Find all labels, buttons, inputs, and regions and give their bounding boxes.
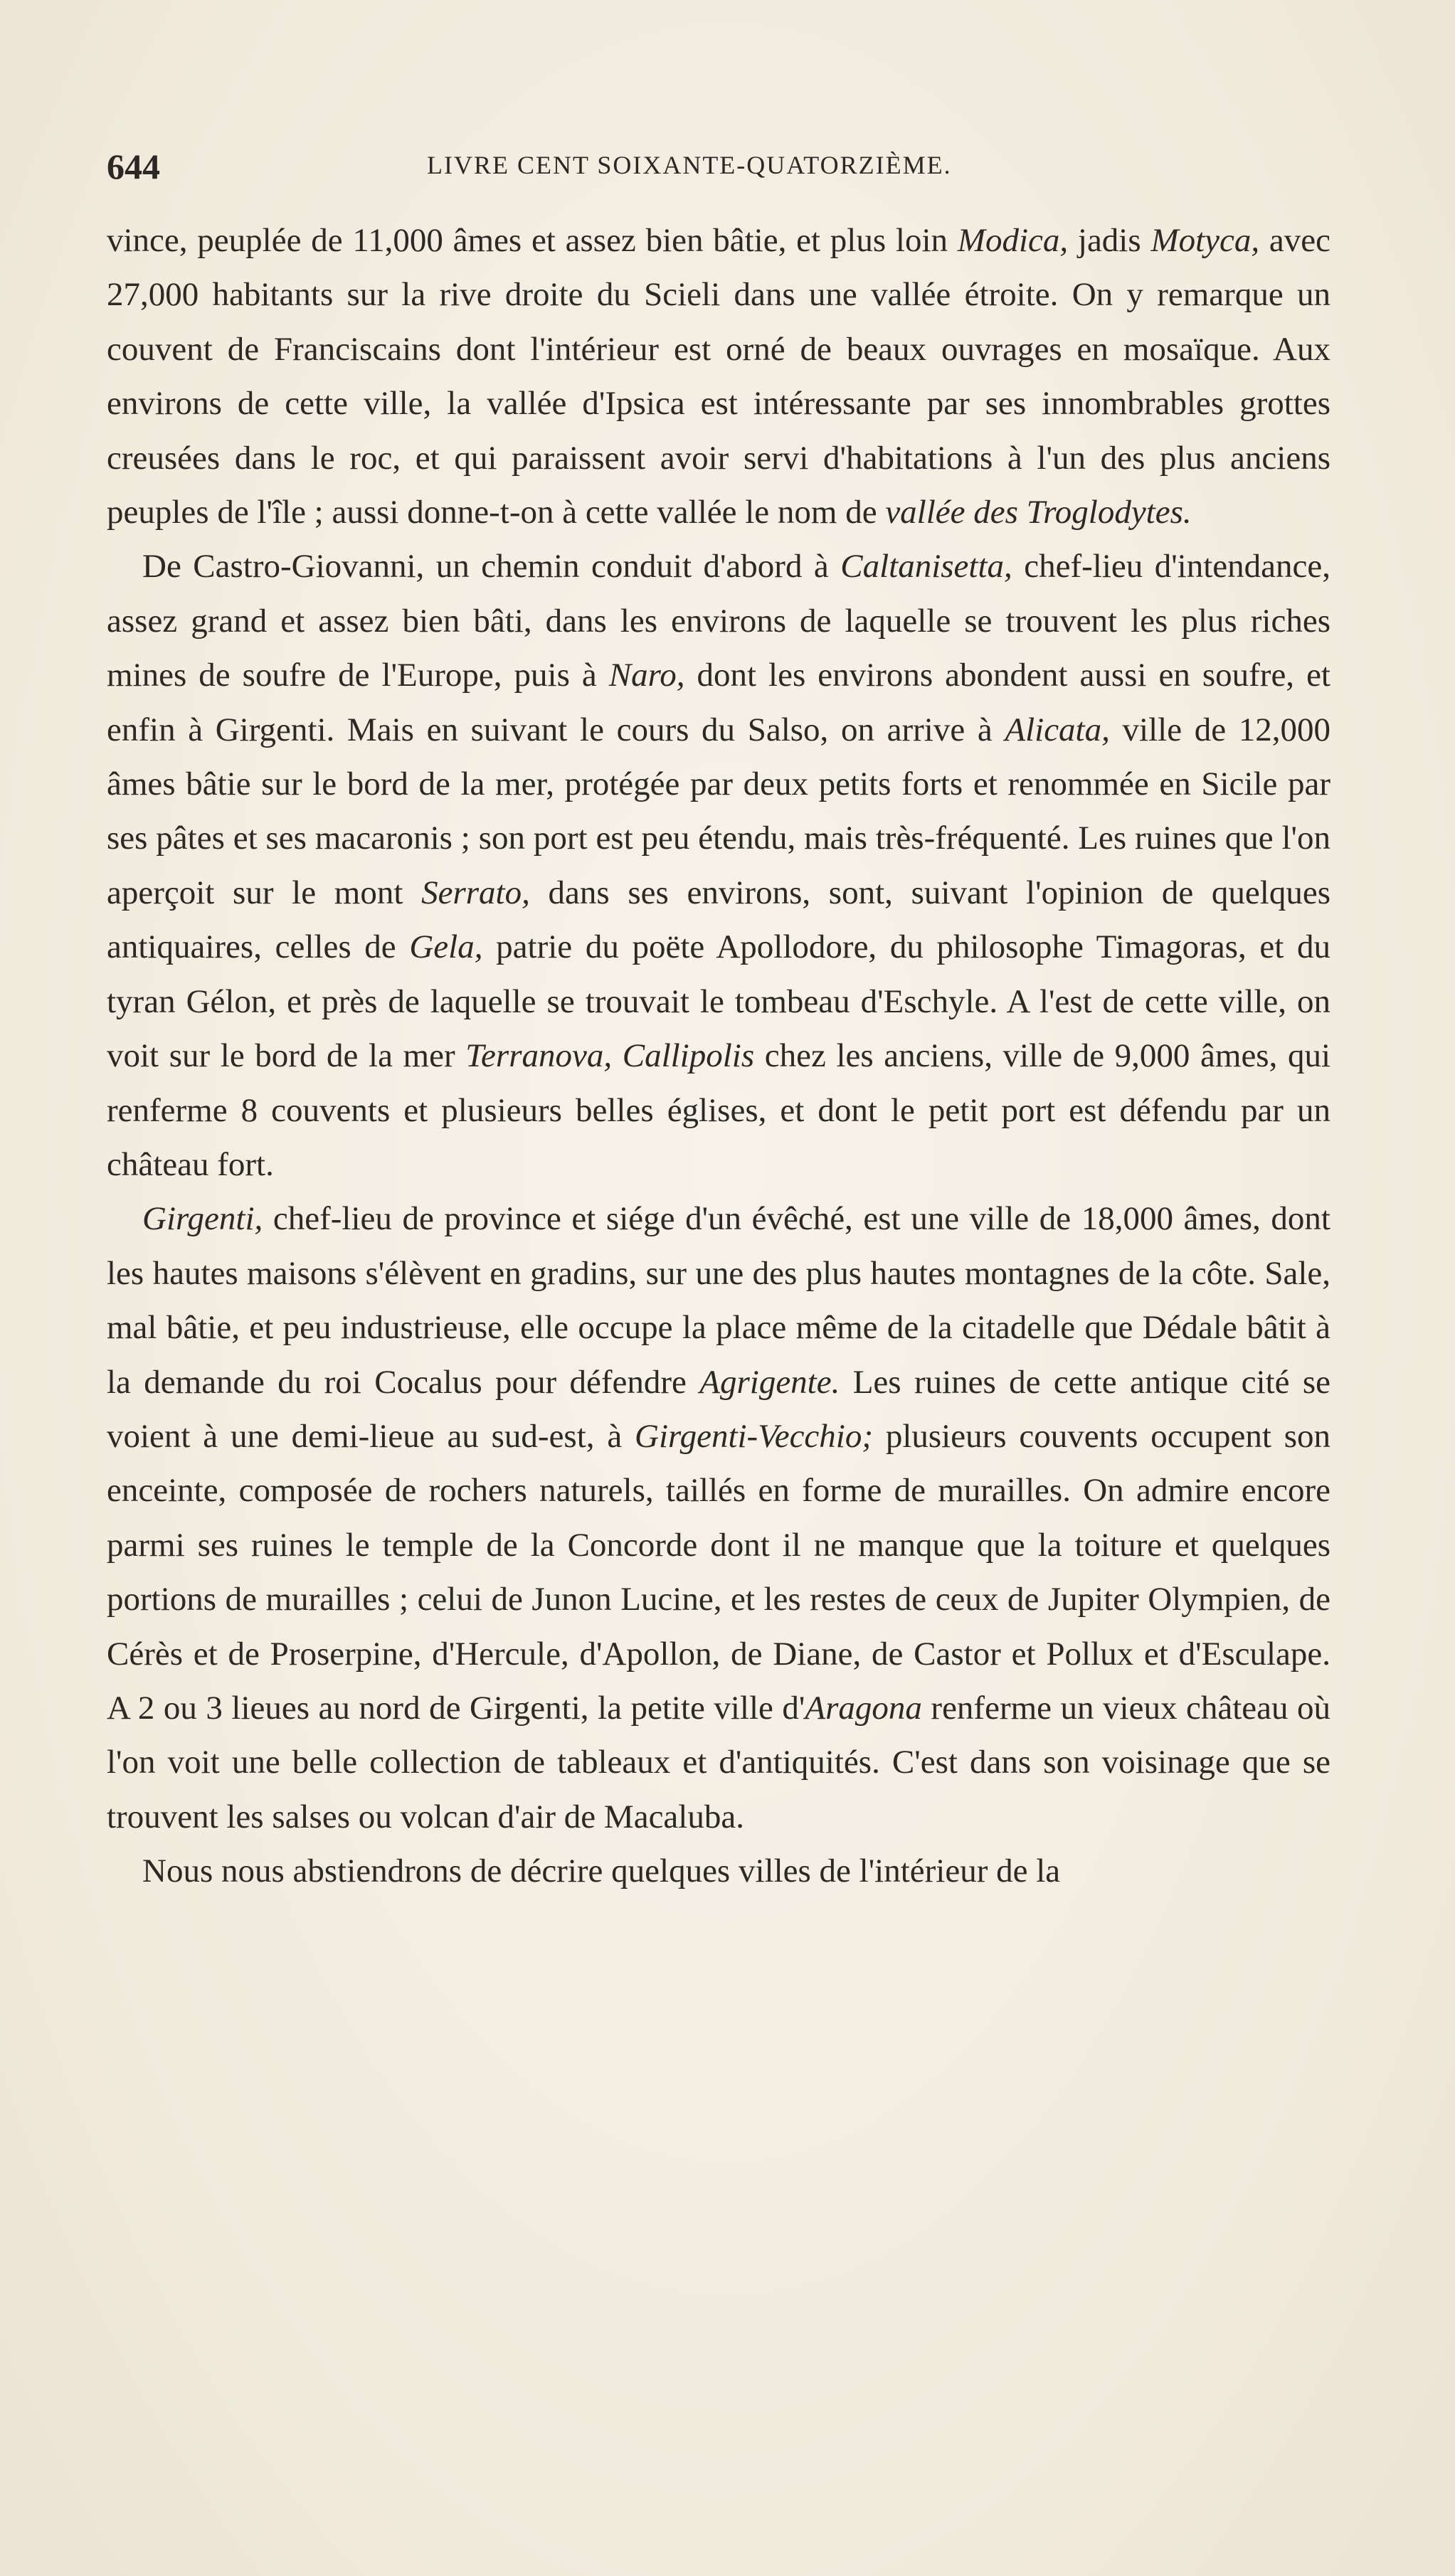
italic-text: Modica, [957, 222, 1069, 259]
italic-text: Gela, [409, 928, 483, 966]
italic-text: Girgenti-Vecchio; [635, 1417, 873, 1455]
text-run: chef-lieu d'intendance, assez grand et assez bien bâti, dans les environs de laquelle se trouvent les plus riches mines de soufre de l'Europe, puis à [107, 548, 1330, 694]
italic-text: Terranova, Callipolis [465, 1037, 755, 1075]
italic-text: Aragona [805, 1689, 922, 1727]
page-header [100, 146, 1338, 196]
paragraph-4 [107, 1844, 1330, 1898]
text-run: jadis [1068, 222, 1151, 259]
italic-text: vallée des Troglodytes. [885, 494, 1192, 531]
text-run: renferme un vieux château où l'on voit une belle collection de tableaux et d'antiquités. C'est dans son voisinage que se trouvent les salses ou volcan d'air de Macaluba. [107, 1689, 1331, 1835]
italic-text: Serrato, [421, 874, 530, 911]
text-run: Les ruines de cette antique cité se voient à une demi-lieue au sud-est, à [107, 1363, 1330, 1455]
paragraph-1 [107, 213, 1330, 539]
italic-text: Caltanisetta, [840, 548, 1012, 585]
running-title: LIVRE CENT SOIXANTE-QUATORZIÈME. [427, 151, 952, 179]
italic-text: Naro, [608, 657, 685, 694]
text-run: ville de 12,000 âmes bâtie sur le bord de la mer, protégée par deux petits forts et renommée en Sicile par ses pâtes et ses macaronis ; son port est peu étendu, mais très-fréquenté. Les ruines que l'on aperçoit sur le mont [107, 711, 1330, 911]
text-run: patrie du poëte Apollodore, du philosophe Timagoras, et du tyran Gélon, et près de laquelle se trouvait le tombeau d'Eschyle. A l'est de cette ville, on voit sur le bord de la mer [107, 928, 1330, 1075]
page-number: 644 [107, 147, 160, 186]
paragraph-2 [107, 539, 1330, 1192]
body-text [107, 213, 1330, 1899]
text-run: avec 27,000 habitants sur la rive droite du Scieli dans une vallée étroite. On y remarque un couvent de Franciscains dont l'intérieur est orné de beaux ouvrages en mosaïque. Aux environs de cette ville, la vallée d'Ipsica est intéressante par ses innombrables grottes creusées dans le roc, et qui paraissent avoir servi d'habitations à l'un des plus anciens peuples de l'île ; aussi donne-t-on à cette vallée le nom de [107, 222, 1330, 531]
paragraph-3 [107, 1192, 1330, 1844]
text-run: dont les environs abondent aussi en soufre, et enfin à Girgenti. Mais en suivant le cours du Salso, on arrive à [107, 657, 1330, 748]
italic-text: Girgenti, [142, 1200, 263, 1238]
italic-text: Motyca, [1150, 222, 1260, 259]
text-run: vince, peuplée de 11,000 âmes et assez bien bâtie, et plus loin [107, 222, 958, 259]
text-run: dans ses environs, sont, suivant l'opinion de quelques antiquaires, celles de [107, 874, 1330, 966]
text-run: De Castro-Giovanni, un chemin conduit d'abord à [142, 548, 841, 585]
italic-text: Agrigente. [699, 1363, 840, 1401]
italic-text: Alicata, [1005, 711, 1110, 748]
text-run: Nous nous abstiendrons de décrire quelques villes de l'intérieur de la [142, 1853, 1061, 1890]
text-run: chez les anciens, ville de 9,000 âmes, qui renferme 8 couvents et plusieurs belles églises, et dont le petit port est défendu par un château fort. [107, 1037, 1331, 1183]
text-run: plusieurs couvents occupent son enceinte, composée de rochers naturels, taillés en forme de murailles. On admire encore parmi ses ruines le temple de la Concorde dont il ne manque que la toiture et quelques portions de murailles ; celui de Junon Lucine, et les restes de ceux de Jupiter Olympien, de Cérès et de Proserpine, d'Hercule, d'Apollon, de Diane, de Castor et Pollux et d'Esculape. A 2 ou 3 lieues au nord de Girgenti, la petite ville d' [107, 1417, 1330, 1727]
text-run: chef-lieu de province et siége d'un évêché, est une ville de 18,000 âmes, dont les hautes maisons s'élèvent en gradins, sur une des plus hautes montagnes de la côte. Sale, mal bâtie, et peu industrieuse, elle occupe la place même de la citadelle que Dédale bâtit à la demande du roi Cocalus pour défendre [107, 1200, 1330, 1401]
